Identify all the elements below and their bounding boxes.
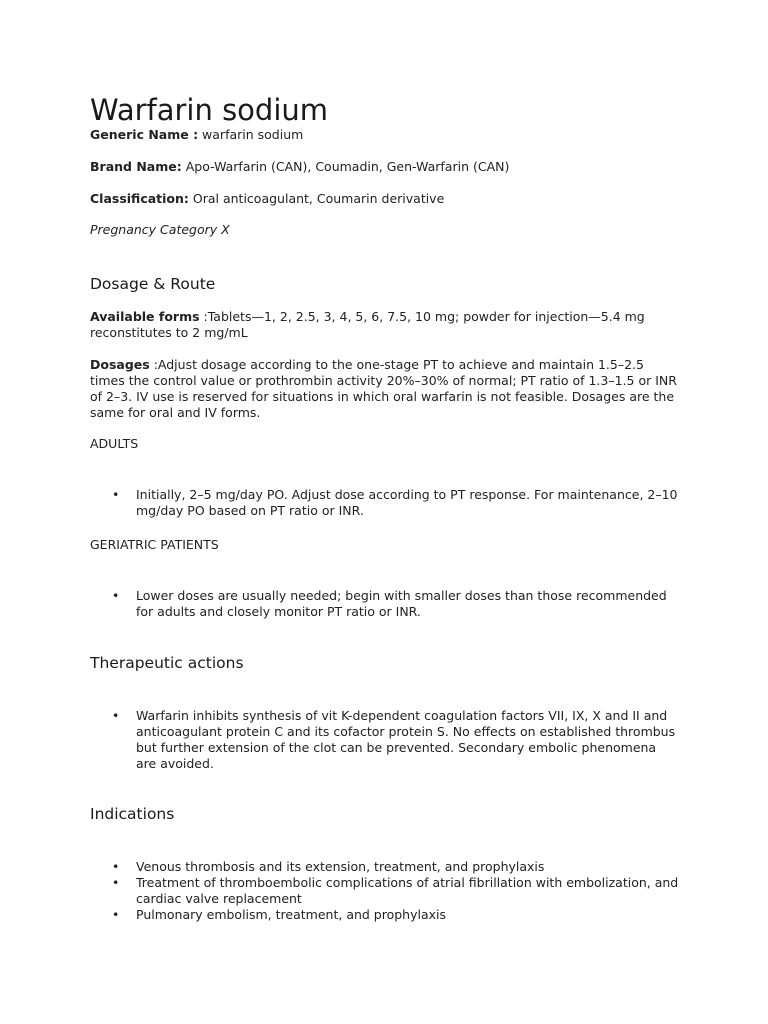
list-item-text: Lower doses are usually needed; begin with smaller doses than those recommended for adults and closely monitor PT ratio or INR. <box>136 588 667 619</box>
available-forms-label: Available forms <box>90 309 200 324</box>
bullet-icon: • <box>112 875 120 890</box>
classification-value: Oral anticoagulant, Coumarin derivative <box>188 191 445 206</box>
indications-list <box>90 859 680 923</box>
therapeutic-list <box>90 708 680 772</box>
brand-name-line <box>90 159 509 175</box>
geriatric-list <box>90 588 680 620</box>
generic-name-line <box>90 127 303 143</box>
dosages-text: :Adjust dosage according to the one-stage PT to achieve and maintain 1.5–2.5 times the control value or prothrombin activity 20%–30% of normal; PT ratio of 1.3–1.5 or INR of 2–3. IV use is reserved for situations in which oral warfarin is not feasible. Dosages are the same for oral and IV forms. <box>90 357 677 420</box>
dosage-route-heading: Dosage & Route <box>90 275 216 293</box>
generic-name-label: Generic Name : <box>90 127 199 142</box>
classification-label: Classification: <box>90 191 189 206</box>
list-item-text: Venous thrombosis and its extension, treatment, and prophylaxis <box>136 859 545 874</box>
list-item-text: Pulmonary embolism, treatment, and prophylaxis <box>136 907 447 922</box>
list-item-text: Treatment of thromboembolic complications of atrial fibrillation with embolization, and cardiac valve replacement <box>136 875 679 906</box>
classification-line <box>90 191 444 207</box>
available-forms-text: :Tablets—1, 2, 2.5, 3, 4, 5, 6, 7.5, 10 mg; powder for injection—5.4 mg reconstitutes to 2 mg/mL <box>90 309 645 340</box>
bullet-icon: • <box>112 708 120 723</box>
list-item <box>90 907 680 923</box>
bullet-icon: • <box>112 588 120 603</box>
bullet-icon: • <box>112 907 120 922</box>
brand-name-value: Apo-Warfarin (CAN), Coumadin, Gen-Warfarin (CAN) <box>181 159 510 174</box>
dosages-paragraph <box>90 357 680 421</box>
indications-heading: Indications <box>90 805 175 823</box>
list-item <box>90 588 680 620</box>
adults-list <box>90 487 680 519</box>
brand-name-label: Brand Name: <box>90 159 182 174</box>
pregnancy-category: Pregnancy Category X <box>90 222 230 237</box>
generic-name-value: warfarin sodium <box>198 127 304 142</box>
list-item <box>90 859 680 875</box>
drug-title: Warfarin sodium <box>90 93 329 127</box>
geriatric-heading: GERIATRIC PATIENTS <box>90 537 219 552</box>
bullet-icon: • <box>112 859 120 874</box>
list-item <box>90 875 680 907</box>
adults-heading: ADULTS <box>90 436 139 451</box>
available-forms-paragraph <box>90 309 680 341</box>
list-item-text: Warfarin inhibits synthesis of vit K-dependent coagulation factors VII, IX, X and II and anticoagulant protein C and its cofactor protein S. No effects on established thrombus but further extension of the clot can be prevented. Secondary embolic phenomena are avoided. <box>136 708 676 771</box>
dosages-label: Dosages <box>90 357 150 372</box>
list-item <box>90 708 680 772</box>
list-item <box>90 487 680 519</box>
list-item-text: Initially, 2–5 mg/day PO. Adjust dose according to PT response. For maintenance, 2–10 mg/day PO based on PT ratio or INR. <box>136 487 678 518</box>
therapeutic-heading: Therapeutic actions <box>90 654 244 672</box>
bullet-icon: • <box>112 487 120 502</box>
